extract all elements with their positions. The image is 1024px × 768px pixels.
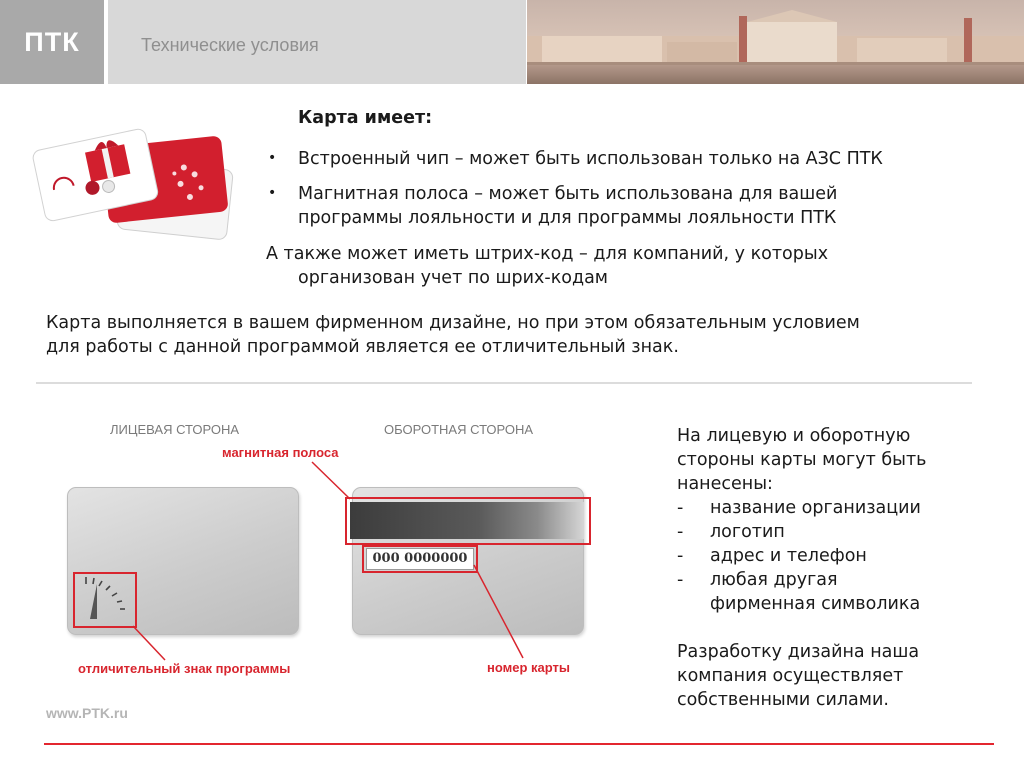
bullet-dot: • xyxy=(268,185,277,201)
list-dash: - xyxy=(677,546,684,566)
design-paragraph-line1: Карта выполняется в вашем фирменном дизайне, но при этом обязательным условием xyxy=(46,313,860,333)
magnetic-stripe-label: магнитная полоса xyxy=(222,445,339,460)
card-number-label: номер карты xyxy=(487,660,570,675)
closing-line: собственными силами. xyxy=(677,690,889,710)
program-sign-label: отличительный знак программы xyxy=(78,661,291,676)
sidebar-line: На лицевую и оборотную xyxy=(677,426,911,446)
list-dash: - xyxy=(677,498,684,518)
closing-line: компания осуществляет xyxy=(677,666,904,686)
barcode-line1: А также может иметь штрих-код – для компаний, у которых xyxy=(266,244,829,264)
footer-rule xyxy=(44,743,994,745)
website-url: www.PTK.ru xyxy=(46,705,128,721)
bullet-stripe-line1: Магнитная полоса – может быть использована для вашей xyxy=(298,184,838,204)
design-paragraph-line2: для работы с данной программой является ее отличительный знак. xyxy=(46,337,679,357)
sidebar-line: стороны карты могут быть xyxy=(677,450,927,470)
back-side-label: ОБОРОТНАЯ СТОРОНА xyxy=(384,422,534,437)
barcode-line2: организован учет по шрих-кодам xyxy=(298,268,609,288)
intro-heading: Карта имеет: xyxy=(298,108,433,128)
list-item: адрес и телефон xyxy=(710,546,867,566)
list-item: название организации xyxy=(710,498,921,518)
card-number-field: 000 0000000 xyxy=(366,548,474,570)
list-dash: - xyxy=(677,570,684,590)
front-side-label: ЛИЦЕВАЯ СТОРОНА xyxy=(110,422,240,437)
list-item: логотип xyxy=(710,522,785,542)
page-title: Технические условия xyxy=(108,0,526,84)
list-item: любая другая xyxy=(710,570,838,590)
sidebar-line: нанесены: xyxy=(677,474,773,494)
bullet-stripe-line2: программы лояльности и для программы лояльности ПТК xyxy=(298,208,837,228)
bullet-dot: • xyxy=(268,150,277,166)
list-dash: - xyxy=(677,522,684,542)
company-logo: ПТК xyxy=(0,0,104,84)
list-item-continuation: фирменная символика xyxy=(710,594,921,614)
bullet-chip: Встроенный чип – может быть использован только на АЗС ПТК xyxy=(298,149,883,169)
closing-line: Разработку дизайна наша xyxy=(677,642,920,662)
